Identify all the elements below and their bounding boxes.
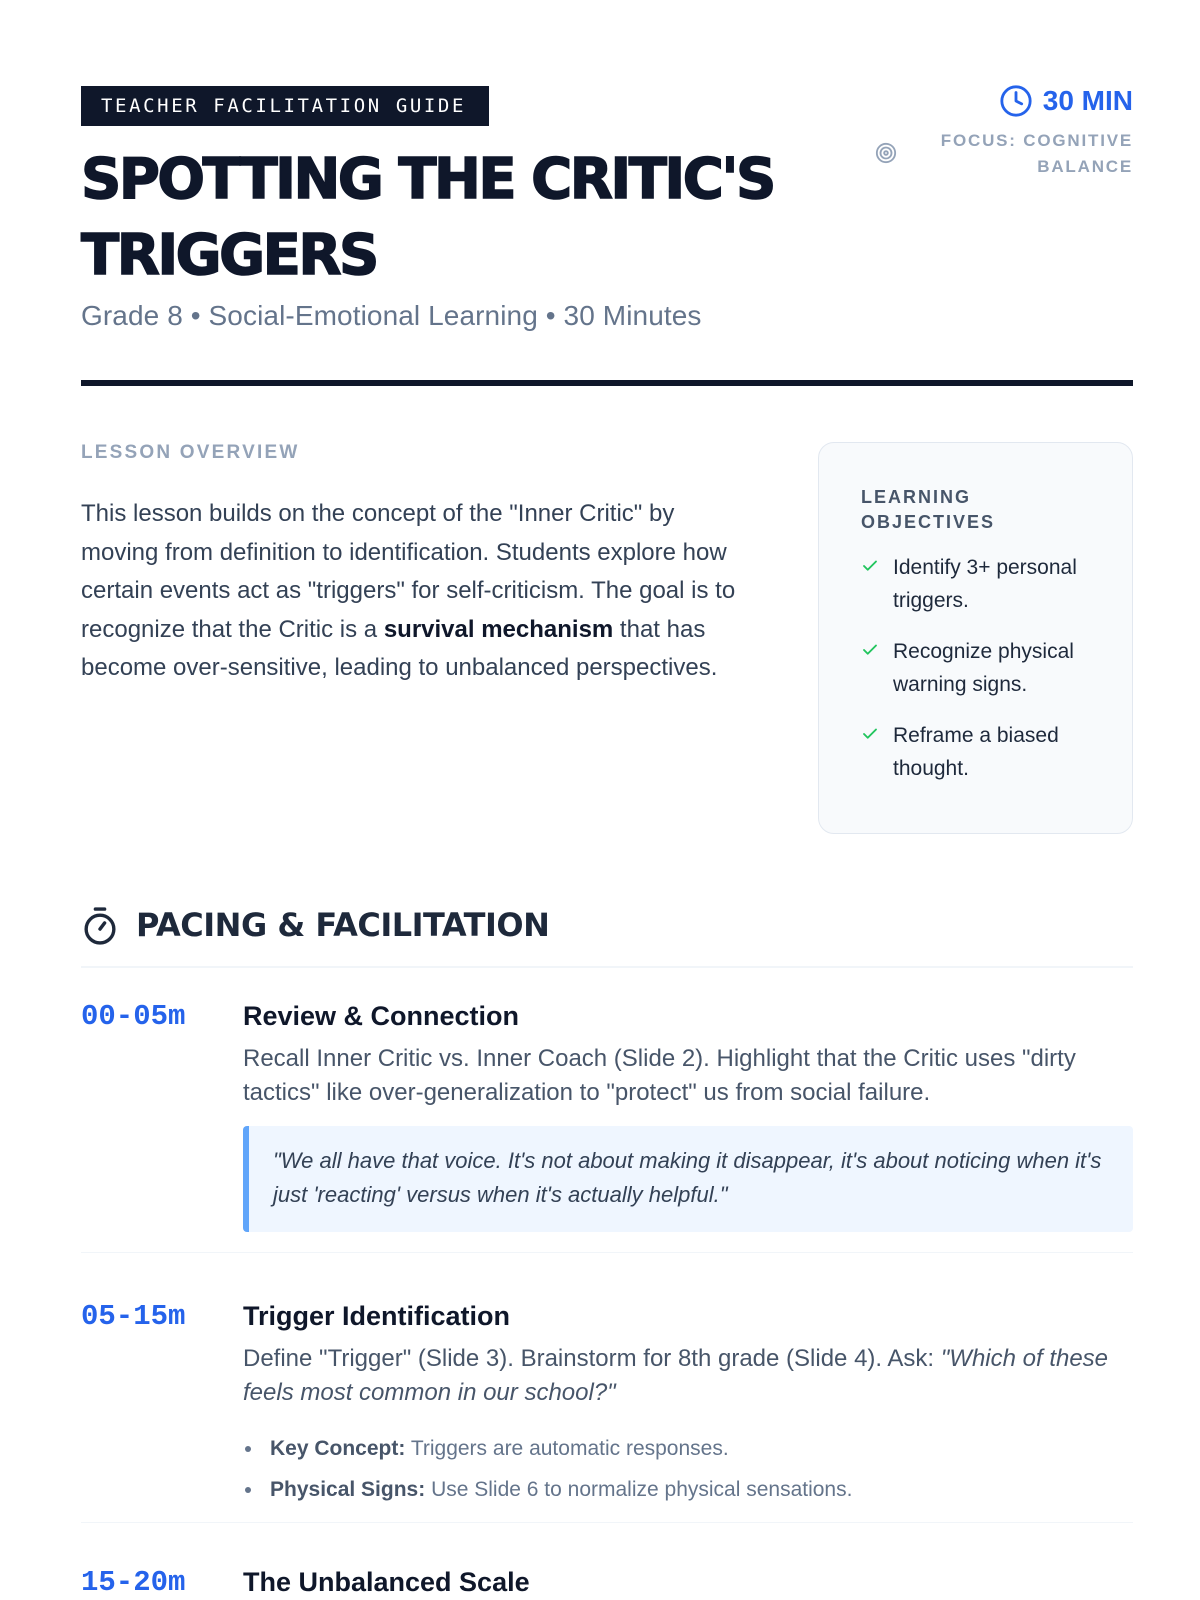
objective-text: Reframe a biased thought. xyxy=(893,724,1059,780)
block-divider xyxy=(81,1522,1133,1523)
check-icon xyxy=(861,641,879,659)
block-divider xyxy=(81,1252,1133,1253)
objective-text: Identify 3+ personal triggers. xyxy=(893,556,1077,612)
block-title: Review & Connection xyxy=(243,1001,520,1031)
pacing-section-header xyxy=(81,898,1133,968)
overview-text-part: that has become over-sensitive, leading to unbalanced perspectives. xyxy=(81,615,718,681)
objective-item xyxy=(861,719,1111,785)
pacing-title: PACING & FACILITATION xyxy=(136,906,550,944)
block-description: Recall Inner Critic vs. Inner Coach (Slide 2). Highlight that the Critic uses "dirty tactics" like over-generalization to "protect" us from social failure. xyxy=(243,1045,1076,1106)
page-subtitle: Grade 8 • Social-Emotional Learning • 30 Minutes xyxy=(81,300,702,331)
pacing-block-body xyxy=(243,1300,1133,1510)
block-description xyxy=(243,1342,1133,1410)
time-code: 05-15m xyxy=(81,1300,186,1333)
header xyxy=(81,0,1133,390)
list-item-label: Key Concept: xyxy=(270,1437,406,1460)
time-code: 00-05m xyxy=(81,1000,186,1033)
check-icon xyxy=(861,557,879,575)
learning-objectives-card xyxy=(818,442,1133,834)
overview-label: LESSON OVERVIEW xyxy=(81,442,300,463)
block-description-text: Define "Trigger" (Slide 3). Brainstorm for 8th grade (Slide 4). Ask: xyxy=(243,1345,941,1372)
page-title: SPOTTING THE CRITIC'S TRIGGERS xyxy=(81,147,774,288)
block-title: Trigger Identification xyxy=(243,1301,511,1331)
objectives-title: LEARNING OBJECTIVES xyxy=(861,487,996,532)
block-title: The Unbalanced Scale xyxy=(243,1567,530,1597)
duration-label: 30 MIN xyxy=(1042,85,1133,116)
lesson-overview-section xyxy=(81,390,1133,852)
check-icon xyxy=(861,725,879,743)
pacing-block-body xyxy=(243,1000,1133,1232)
list-item-text: Triggers are automatic responses. xyxy=(405,1437,729,1460)
overview-text-part: This lesson builds on the concept of the "Inner Critic" by moving from definition to identification. Students explore how certain events act as "triggers" for self-criticism. The goal is to recognize that the Critic is a xyxy=(81,500,736,643)
objective-item xyxy=(861,635,1111,701)
guide-badge: TEACHER FACILITATION GUIDE xyxy=(81,86,489,126)
header-divider xyxy=(81,380,1133,386)
list-item xyxy=(243,1469,1133,1510)
objective-item xyxy=(861,551,1111,617)
list-item-label: Physical Signs: xyxy=(270,1478,426,1501)
overview-emphasis: survival mechanism xyxy=(383,615,614,643)
target-icon xyxy=(875,142,897,164)
facilitator-quote: "We all have that voice. It's not about making it disappear, it's about noticing when it's just 'reacting' versus when it's actually helpful." xyxy=(243,1126,1133,1232)
duration-display xyxy=(999,84,1133,118)
clock-icon xyxy=(999,84,1033,118)
pacing-block-body xyxy=(243,1566,1133,1598)
block-description-question: "Which of these feels most common in our school?" xyxy=(243,1345,1109,1406)
focus-label: FOCUS: COGNITIVE BALANCE xyxy=(940,131,1133,176)
overview-text xyxy=(81,495,756,688)
key-points-list xyxy=(243,1428,1133,1510)
list-item-text: Use Slide 6 to normalize physical sensations. xyxy=(425,1478,853,1501)
time-code: 15-20m xyxy=(81,1566,186,1599)
list-item xyxy=(243,1428,1133,1469)
stopwatch-icon xyxy=(81,906,119,946)
objective-text: Recognize physical warning signs. xyxy=(893,640,1074,696)
